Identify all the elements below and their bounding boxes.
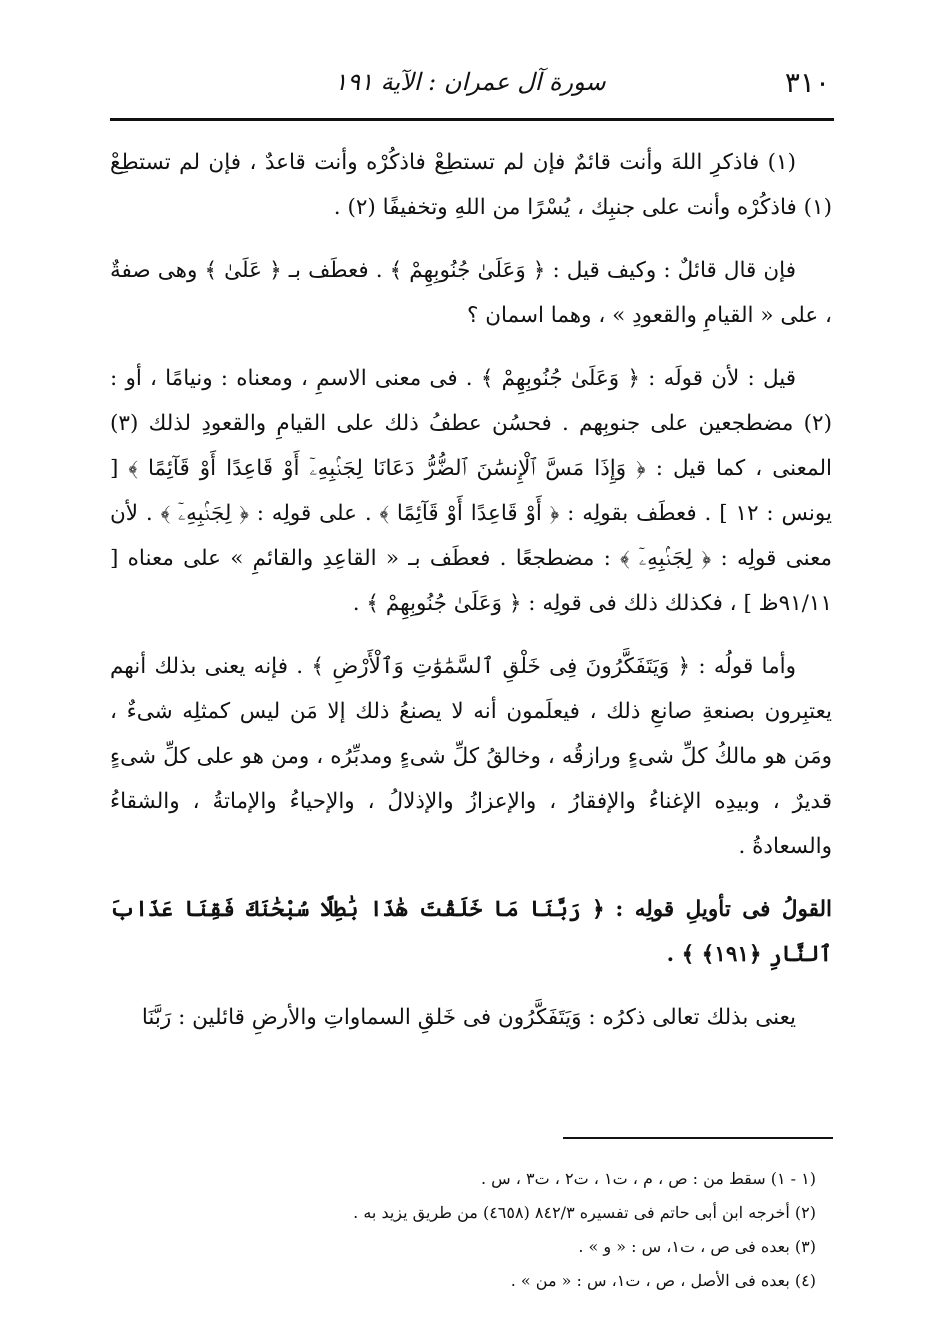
footnotes (110, 1162, 832, 1298)
footnote-rule (563, 1137, 833, 1139)
footnote: (٤) بعده فى الأصل ، ص ، ت١، س : « من » . (510, 1271, 816, 1290)
header-rule (110, 118, 834, 121)
paragraph-5: يعنى بذلك تعالى ذكرُه : وَيَتَفَكَّرُون فى خَلقِ السماواتِ والأرضِ قائلين : رَبَّنَا (141, 1005, 796, 1030)
heading-verse: ﴿ رَبَّنَا مَا خَلَقْتَ هَٰذَا بَٰطِلًا سُبْحَٰنَكَ فَقِنَا عَذَابَ ٱلنَّارِ ﴿١٩١﴾ ﴾ . (110, 897, 832, 967)
section-heading (110, 887, 832, 977)
footnote: (٢) أخرجه ابن أبى حاتم فى تفسيره ٨٤٢/٣ (٤٦٥٨) من طريق يزيد به . (353, 1203, 816, 1222)
main-text (110, 140, 832, 1058)
paragraph-4: وأما قولُه : ﴿ وَيَتَفَكَّرُونَ فِى خَلْقِ ٱلسَّمَٰوَٰتِ وَٱلْأَرْضِ ﴾ . فإنه يعنى بذلك أنهم يعتبِرون بصنعةِ صانعِ ذلك ، فيعلَمون أنه لا يصنعُ ذلك إلا مَن ليس كمثلِه شىءٌ ، ومَن هو مالكُ كلِّ شىءٍ ورازقُه ، وخالقُ كلِّ شىءٍ ومدبِّرُه ، ومن هو على كلِّ شىءٍ قديرٌ ، وبيدِه الإغناءُ والإفقارُ ، والإعزازُ والإذلالُ ، والإحياءُ والإماتةُ ، والشقاءُ والسعادةُ . (110, 654, 832, 859)
footnote: (١ - ١) سقط من : ص ، م ، ت١ ، ت٢ ، ت٣ ، س . (480, 1169, 816, 1188)
page-number: ٣١٠ (784, 66, 830, 99)
footnote: (٣) بعده فى ص ، ت١، س : « و » . (578, 1237, 816, 1256)
running-title: سورة آل عمران : الآية ١٩١ (334, 68, 606, 96)
paragraph-1: (١) فاذكرِ اللهَ وأنت قائمٌ فإن لم تستطِعْ فاذكُرْه وأنت قاعدٌ ، فإن لم تستطِعْ (١) فاذكُرْه وأنت على جنبِك ، يُسْرًا من اللهِ وتخفيفًا (٢) . (110, 150, 832, 220)
heading-label: القولُ فى تأويلِ قولِه : (615, 897, 832, 922)
paragraph-3: قيل : لأن قولَه : ﴿ وَعَلَىٰ جُنُوبِهِمْ ﴾ . فى معنى الاسمِ ، ومعناه : ونيامًا ، أو : (٢) مضطجعين على جنوبِهم . فحسُن عطفُ ذلك على القيامِ والقعودِ لذلك (٣) المعنى ، كما قيل : ﴿ وَإِذَا مَسَّ ٱلْإِنسَٰنَ ٱلضُّرُّ دَعَانَا لِجَنۢبِهِۦٓ أَوْ قَاعِدًا أَوْ قَآئِمًا ﴾ [ يونس : ١٢ ] . فعطَف بقولِه : ﴿ أَوْ قَاعِدًا أَوْ قَآئِمًا ﴾ . على قولِه : ﴿ لِجَنۢبِهِۦٓ ﴾ . لأن معنى قولِه : ﴿ لِجَنۢبِهِۦٓ ﴾ : مضطجعًا . فعطَف بـ « القاعِدِ والقائمِ » على معناه [ ٩١/١١ظ ] ، فكذلك ذلك فى قولِه : ﴿ وَعَلَىٰ جُنُوبِهِمْ ﴾ . (110, 366, 832, 616)
paragraph-2: فإن قال قائلٌ : وكيف قيل : ﴿ وَعَلَىٰ جُنُوبِهِمْ ﴾ . فعطَف بـ ﴿ عَلَىٰ ﴾ وهى صفةٌ ، على « القيامِ والقعودِ » ، وهما اسمان ؟ (110, 258, 832, 328)
page-header (110, 62, 830, 112)
